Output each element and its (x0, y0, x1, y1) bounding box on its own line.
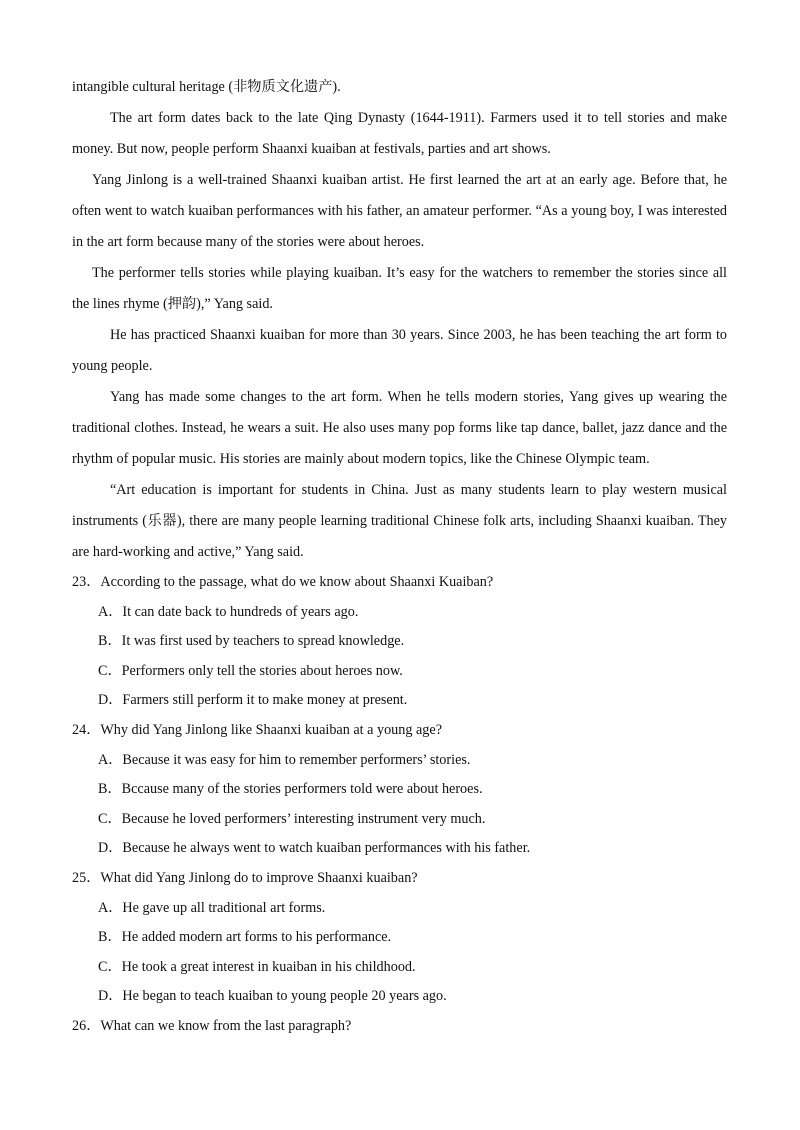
option-a[interactable]: A．Because it was easy for him to remember performers’ stories. (98, 751, 471, 768)
question-stem: 26．What can we know from the last paragraph? (72, 1017, 352, 1034)
option-a[interactable]: A．It can date back to hundreds of years ago. (98, 603, 359, 620)
option-b[interactable]: B．It was first used by teachers to spread knowledge. (98, 633, 405, 650)
question-stem: 25．What did Yang Jinlong do to improve Shaanxi kuaiban? (72, 869, 418, 886)
option-b[interactable]: B．Bccause many of the stories performers told were about heroes. (98, 781, 483, 798)
question-24 (72, 716, 727, 864)
passage-paragraph-5: Yang has made some changes to the art form. When he tells modern stories, Yang gives up wearing the traditional clothes. Instead, he wears a suit. He also uses many pop forms like tap dance, ballet, jazz dance and the rhythm of popular music. His stories are mainly about modern topics, like the Chinese Olympic team. (72, 389, 727, 467)
passage-paragraph-3: The performer tells stories while playing kuaiban. It’s easy for the watchers to remember the stories since all the lines rhyme (押韵),” Yang said. (72, 265, 727, 312)
option-c[interactable]: C．He took a great interest in kuaiban in his childhood. (98, 958, 416, 975)
passage-paragraph-1: The art form dates back to the late Qing Dynasty (1644-1911). Farmers used it to tell stories and make money. But now, people perform Shaanxi kuaiban at festivals, parties and art shows. (72, 110, 727, 157)
question-25 (72, 864, 727, 1012)
passage-paragraph-2: Yang Jinlong is a well-trained Shaanxi kuaiban artist. He first learned the art at an early age. Before that, he often went to watch kuaiban performances with his father, an amateur performer. “As a young boy, I was interested in the art form because many of the stories were about heroes. (72, 172, 727, 250)
question-23 (72, 568, 727, 716)
question-stem: 23．According to the passage, what do we know about Shaanxi Kuaiban? (72, 574, 494, 590)
passage-paragraph-4: He has practiced Shaanxi kuaiban for more than 30 years. Since 2003, he has been teaching the art form to young people. (72, 327, 727, 374)
option-b[interactable]: B．He added modern art forms to his performance. (98, 929, 392, 946)
option-c[interactable]: C．Because he loved performers’ interesting instrument very much. (98, 810, 486, 827)
question-26 (72, 1012, 727, 1042)
passage-paragraph-0: intangible cultural heritage (非物质文化遗产). (72, 79, 341, 95)
option-c[interactable]: C．Performers only tell the stories about heroes now. (98, 662, 403, 679)
passage-paragraph-6: “Art education is important for students in China. Just as many students learn to play western musical instruments (乐器), there are many people learning traditional Chinese folk arts, including Shaanxi kuaiban. They are hard-working and active,” Yang said. (72, 482, 727, 560)
option-d[interactable]: D．Because he always went to watch kuaiban performances with his father. (98, 840, 531, 857)
question-stem: 24．Why did Yang Jinlong like Shaanxi kuaiban at a young age? (72, 721, 442, 738)
document-page (72, 72, 727, 1042)
option-d[interactable]: D．He began to teach kuaiban to young people 20 years ago. (98, 988, 447, 1005)
option-a[interactable]: A．He gave up all traditional art forms. (98, 899, 326, 916)
option-d[interactable]: D．Farmers still perform it to make money at present. (98, 692, 408, 709)
